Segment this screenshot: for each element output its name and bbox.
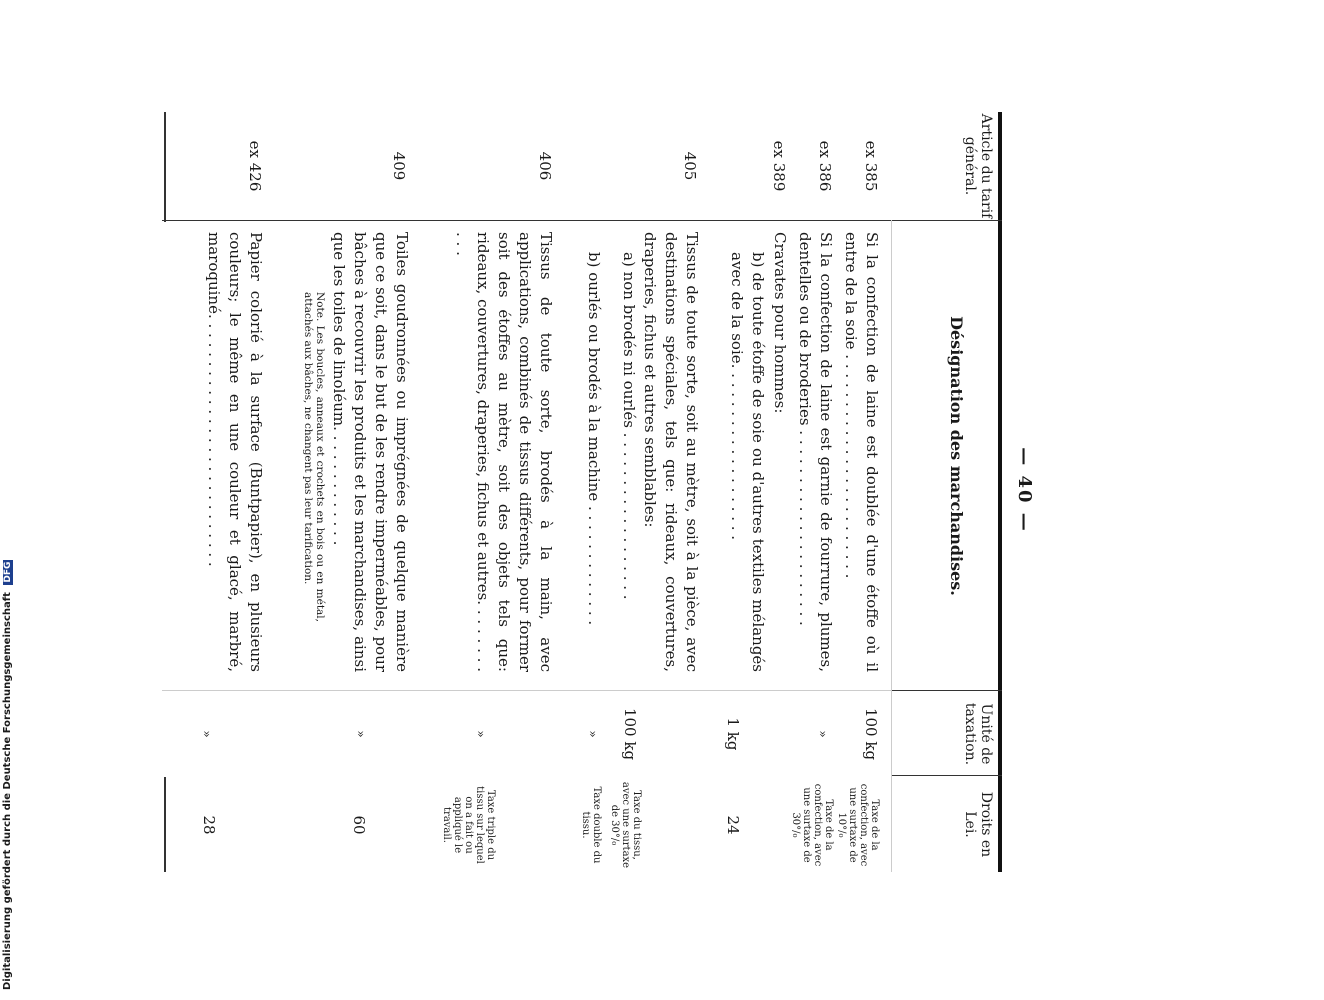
unit-value: 1 kg bbox=[724, 717, 742, 751]
column-divider bbox=[892, 690, 1002, 691]
duty-value: Taxe triple du tissu sur lequel on a fait ou appliqué le travail. bbox=[441, 786, 496, 864]
column-divider bbox=[162, 690, 892, 691]
designation-text: Cravates pour hommes: bbox=[771, 232, 789, 414]
duty-value: 24 bbox=[724, 815, 742, 835]
unit-value: » bbox=[474, 730, 488, 738]
designation-subitem: b) ourlés ou brodés à la machine . . . . . . . . . . . . . bbox=[585, 252, 603, 626]
funding-credit-text: Digitalisierung gefördert durch die Deutsche Forschungsgemeinschaft bbox=[2, 592, 13, 990]
rotated-page bbox=[90, 100, 1090, 880]
header-separator bbox=[891, 220, 892, 872]
article-number: ex 389 bbox=[770, 140, 788, 192]
header-designation: Désignation des marchandises. bbox=[947, 316, 966, 596]
tariff-table bbox=[160, 112, 1002, 872]
designation-text: Tissus de toute sorte, soit au mètre, soit à la pièce, avec destinations spéciales, tels que: rideaux, couvertures, draperies, fichus et autres semblables: bbox=[641, 232, 701, 672]
dfg-logo: DFG bbox=[3, 561, 13, 583]
duty-value: Taxe de la confection, avec une surtaxe de 30°/₀ bbox=[790, 783, 834, 867]
article-number: 406 bbox=[536, 151, 554, 181]
article-number: ex 386 bbox=[816, 140, 834, 192]
unit-value: » bbox=[354, 730, 368, 738]
duty-value: 28 bbox=[200, 815, 218, 835]
header-unit: Unité de taxation. bbox=[962, 702, 994, 766]
duty-value: Taxe du tissu, avec une surtaxe de 30°/₀ bbox=[609, 781, 642, 869]
designation-text: Si la confection de laine est doublée d'une étoffe où il entre de la soie . . . . . . . . . . . . . . . . . . . . . . . . bbox=[842, 232, 881, 672]
duty-value: Taxe double du tissu. bbox=[580, 786, 602, 864]
unit-value: 100 kg bbox=[862, 707, 880, 761]
article-number: ex 385 bbox=[862, 140, 880, 192]
designation-text: Si la confection de laine est garnie de fourrure, plumes, dentelles ou de broderies . . . . . . . . . . . . . . . . . . . . . bbox=[796, 232, 835, 672]
column-divider bbox=[162, 220, 1002, 221]
funding-credit bbox=[2, 560, 13, 990]
unit-value: » bbox=[200, 730, 214, 738]
unit-value: 100 kg bbox=[621, 707, 639, 761]
designation-text: Papier colorié à la surface (Buntpapier), en plusieurs couleurs; le même en une couleur et glacé, marbré, maroquiné. . . . . . . . . . . . . . . . . . . . . . . . . . . bbox=[205, 232, 265, 672]
article-number: 409 bbox=[390, 151, 408, 181]
duty-value: 60 bbox=[350, 815, 368, 835]
designation-subitem: a) non brodés ni ourlés . . . . . . . . . . . . . . . . . . bbox=[620, 252, 638, 600]
table-bottom-rule bbox=[164, 777, 166, 872]
table-bottom-rule bbox=[164, 112, 166, 222]
designation-subitem: b) de toute étoffe de soie ou d'autres textiles mélangés avec de la soie. . . . . . . . . . . . . . . . . . . bbox=[728, 252, 767, 672]
article-number: ex 426 bbox=[246, 140, 264, 192]
header-duty: Droits en Lei. bbox=[962, 791, 994, 858]
table-top-rule bbox=[998, 112, 1002, 872]
designation-text: Toiles goudronnées ou imprégnées de quelque manière que ce soit, dans le but de les rendre imperméables, pour bâches à recouvrir les produits et les marchandises, ainsi que les toiles de linoléum. . . . . . . . . . . . . bbox=[330, 232, 411, 672]
designation-note: Note. Les boucles, anneaux et crochets en bois ou en métal, attachés aux bâches, ne changent pas leur tarification. bbox=[302, 292, 326, 622]
page-number: — 40 — bbox=[1014, 447, 1035, 533]
article-number: 405 bbox=[681, 151, 699, 181]
duty-value: Taxe de la confection, avec une surtaxe de 10°/₀ bbox=[836, 783, 880, 867]
designation-text: Tissus de toute sorte, brodés à la main, avec applications, combinés de tissus différents, pour former soit des étoffes au mètre, soit des objets tels que: rideaux, couvertures, draperies, fichus et autres. . . . . . . . . . . bbox=[453, 232, 555, 672]
unit-value: » bbox=[816, 730, 830, 738]
header-article: Article du tarif général. bbox=[962, 113, 994, 219]
unit-value: » bbox=[586, 730, 600, 738]
